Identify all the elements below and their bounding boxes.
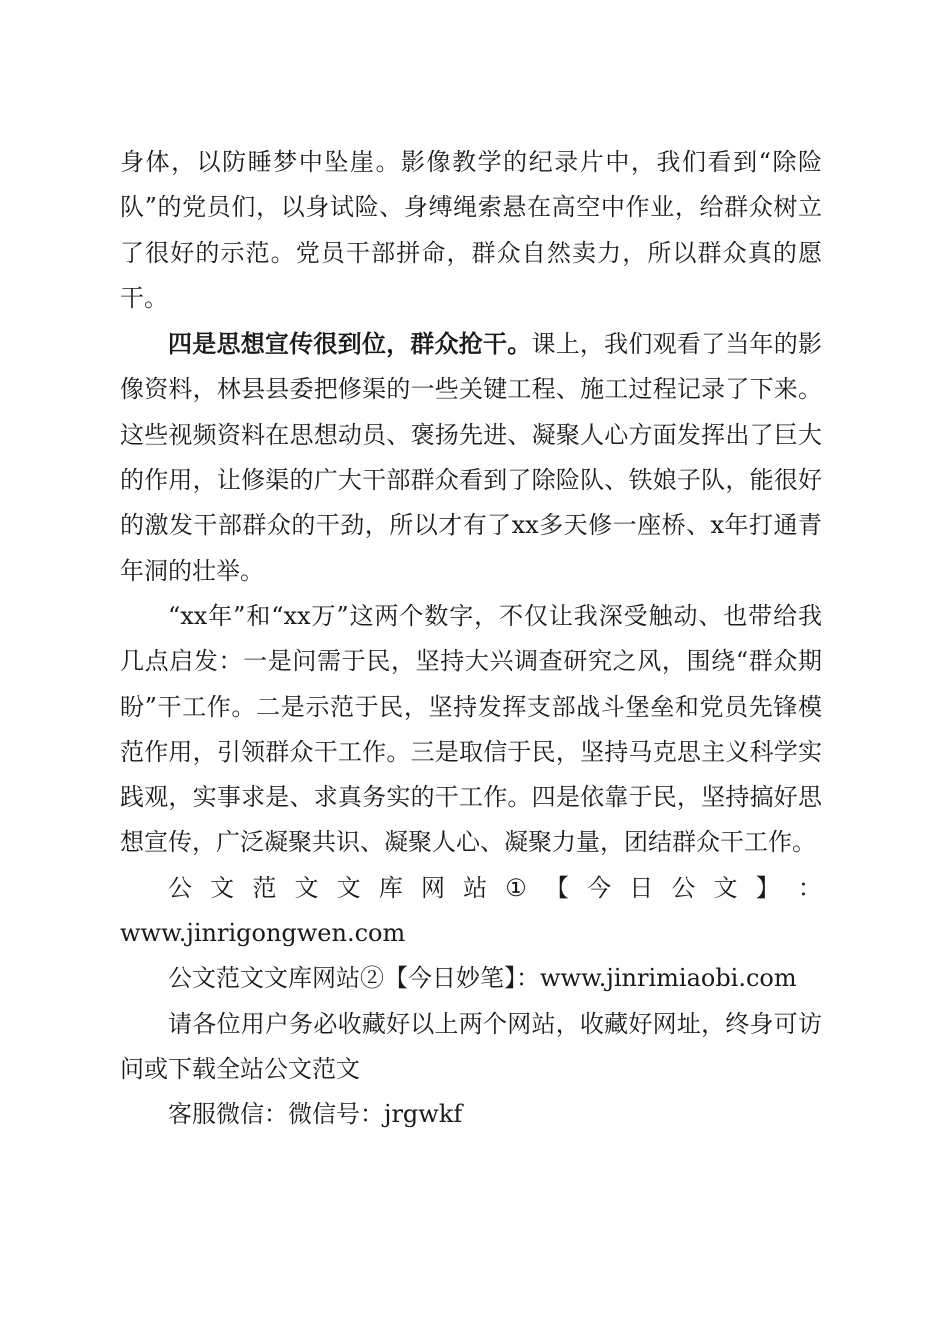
site2-line[interactable]: 公文范文文库网站②【今日妙笔】：www.jinrimiaobi.com (168, 964, 797, 993)
site1-label (120, 866, 822, 911)
site1-label-char: 库 (378, 873, 403, 902)
site1-label-char: 【 (544, 873, 569, 902)
site1-url[interactable]: www.jinrigongwen.com (120, 919, 406, 948)
paragraph-body-1: 身体，以防睡梦中坠崖。影像教学的纪录片中，我们看到“除险队”的党员们，以身试险、身缚绳索悬在高空中作业，给群众树立了很好的示范。党员干部拼命，群众自然卖力，所以群众真的愿干。 (120, 148, 822, 312)
site1-label-char: ： (797, 873, 822, 902)
site1-label-char: ① (505, 873, 527, 902)
notice-paragraph: 请各位用户务必收藏好以上两个网站，收藏好网址，终身可访问或下载全站公文范文 (120, 1009, 822, 1083)
site1-label-char: 公 (168, 873, 192, 902)
site1-label-char: 文 (210, 873, 235, 902)
site1-label-char: 公 (671, 873, 696, 902)
site1-label-char: 日 (629, 873, 654, 902)
wechat-contact: 客服微信：微信号：jrgwkf (168, 1100, 463, 1129)
paragraph-point-four (120, 321, 822, 594)
document-page (120, 140, 822, 1138)
site1-label-char: 文 (336, 873, 361, 902)
point-four-heading: 四是思想宣传很到位，群众抢干。 (168, 329, 532, 359)
site1-label-char: 网 (420, 873, 445, 902)
paragraph-inspiration: “xx年”和“xx万”这两个数字，不仅让我深受触动、也带给我几点启发：一是问需于民，坚持大兴调查研究之风，围绕“群众期盼”干工作。二是示范于民，坚持发挥支部战斗堡垒和党员先锋模范作用，引领群众干工作。三是取信于民，坚持马克思主义科学实践观，实事求是、求真务实的干工作。四是依靠于民，坚持搞好思想宣传，广泛凝聚共识、凝聚人心、凝聚力量，团结群众干工作。 (120, 601, 822, 857)
site1-label-char: 文 (713, 873, 738, 902)
site1-label-char: 】 (755, 873, 780, 902)
site1-label-char: 今 (587, 873, 612, 902)
site1-label-char: 站 (463, 873, 488, 902)
site1-label-char: 文 (294, 873, 319, 902)
site1-label-char: 范 (252, 873, 277, 902)
point-four-body: 课上，我们观看了当年的影像资料，林县县委把修渠的一些关键工程、施工过程记录了下来。这些视频资料在思想动员、褒扬先进、凝聚人心方面发挥出了巨大的作用，让修渠的广大干部群众看到了除险队、铁娘子队，能很好的激发干部群众的干劲，所以才有了xx多天修一座桥、x年打通青年洞的壮举。 (120, 330, 823, 585)
